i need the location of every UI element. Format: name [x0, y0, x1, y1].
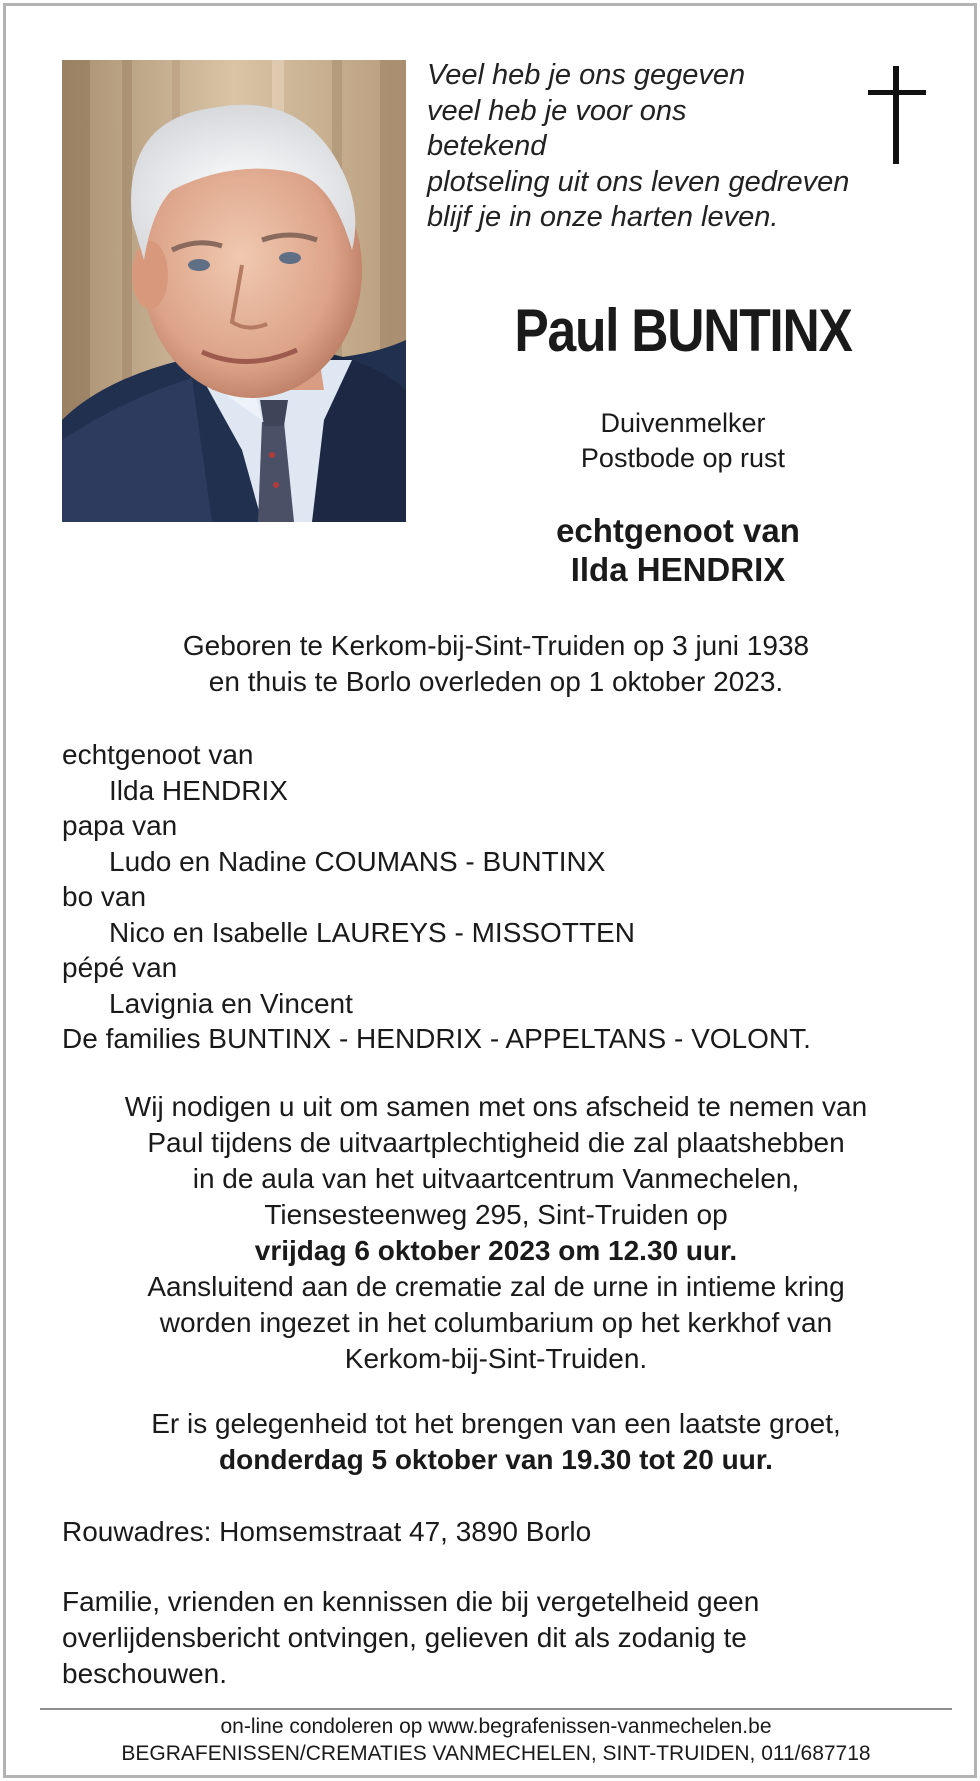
family-names: Nico en Isabelle LAUREYS - MISSOTTEN — [109, 916, 635, 948]
birth-line: Geboren te Kerkom-bij-Sint-Truiden op 3 juni 1938 — [182, 630, 810, 661]
invitation-line: Paul tijdens de uitvaartplechtigheid die zal plaatshebben — [147, 1127, 845, 1158]
birth-death-info — [62, 628, 930, 700]
role-line: Duivenmelker — [600, 408, 766, 438]
visitation-date-time: donderdag 5 oktober van 19.30 tot 20 uur. — [219, 1444, 773, 1475]
mourning-address: Rouwadres: Homsemstraat 47, 3890 Borlo — [62, 1516, 592, 1547]
visitation-intro: Er is gelegenheid tot het brengen van een laatste groet, — [151, 1408, 841, 1439]
visitation-info — [46, 1406, 946, 1478]
death-line: en thuis te Borlo overleden op 1 oktober 2023. — [208, 666, 784, 697]
family-names: Ludo en Nadine COUMANS - BUNTINX — [109, 845, 606, 877]
notice-text: Familie, vrienden en kennissen die bij vergetelheid geen overlijdensbericht ontvingen, gelieven dit als zodanig te beschouwen. — [62, 1586, 760, 1689]
family-relation: echtgenoot van — [62, 739, 254, 770]
poem-line: plotseling uit ons leven gedreven — [427, 165, 850, 198]
spouse-name: Ilda HENDRIX — [570, 551, 786, 588]
family-list — [62, 737, 942, 1057]
poem-line: betekend — [427, 130, 547, 162]
invitation-line: in de aula van het uitvaartcentrum Vanmechelen, — [192, 1163, 800, 1194]
deceased-name: Paul BUNTINX — [514, 297, 852, 364]
family-names: Lavignia en Vincent — [109, 987, 353, 1019]
poem-line: Veel heb je ons gegeven — [427, 59, 746, 91]
family-names: Ilda HENDRIX — [109, 774, 288, 806]
family-relation: bo van — [62, 881, 147, 912]
family-relation: papa van — [62, 810, 178, 841]
obituary-card — [3, 3, 977, 1778]
cross-icon — [868, 66, 926, 164]
family-relation: pépé van — [62, 952, 178, 983]
spouse-heading — [456, 511, 900, 589]
company-line: BEGRAFENISSEN/CREMATIES VANMECHELEN, SINT-TRUIDEN, 011/687718 — [121, 1742, 871, 1765]
invitation-line: Wij nodigen u uit om samen met ons afscheid te nemen van — [124, 1091, 868, 1122]
spouse-intro: echtgenoot van — [556, 512, 800, 549]
condolence-line: on-line condoleren op www.begrafenissen-vanmechelen.be — [220, 1715, 772, 1738]
portrait-photo — [62, 60, 406, 522]
role-line: Postbode op rust — [580, 443, 786, 473]
invitation-line: worden ingezet in het columbarium op het kerkhof van — [159, 1307, 833, 1338]
footer — [40, 1713, 952, 1767]
poem-line: blijf je in onze harten leven. — [427, 201, 779, 233]
deceased-roles — [456, 406, 910, 476]
funeral-date-time: vrijdag 6 oktober 2023 om 12.30 uur. — [254, 1235, 738, 1266]
funeral-invitation — [46, 1089, 946, 1377]
footer-divider — [40, 1708, 952, 1710]
poem — [427, 58, 849, 236]
poem-line: veel heb je voor ons — [427, 94, 687, 127]
families-line: De families BUNTINX - HENDRIX - APPELTANS - VOLONT. — [62, 1023, 811, 1054]
invitation-line: Tiensesteenweg 295, Sint-Truiden op — [264, 1199, 728, 1230]
invitation-line: Aansluitend aan de crematie zal de urne in intieme kring — [147, 1271, 845, 1302]
invitation-line: Kerkom-bij-Sint-Truiden. — [344, 1343, 648, 1374]
